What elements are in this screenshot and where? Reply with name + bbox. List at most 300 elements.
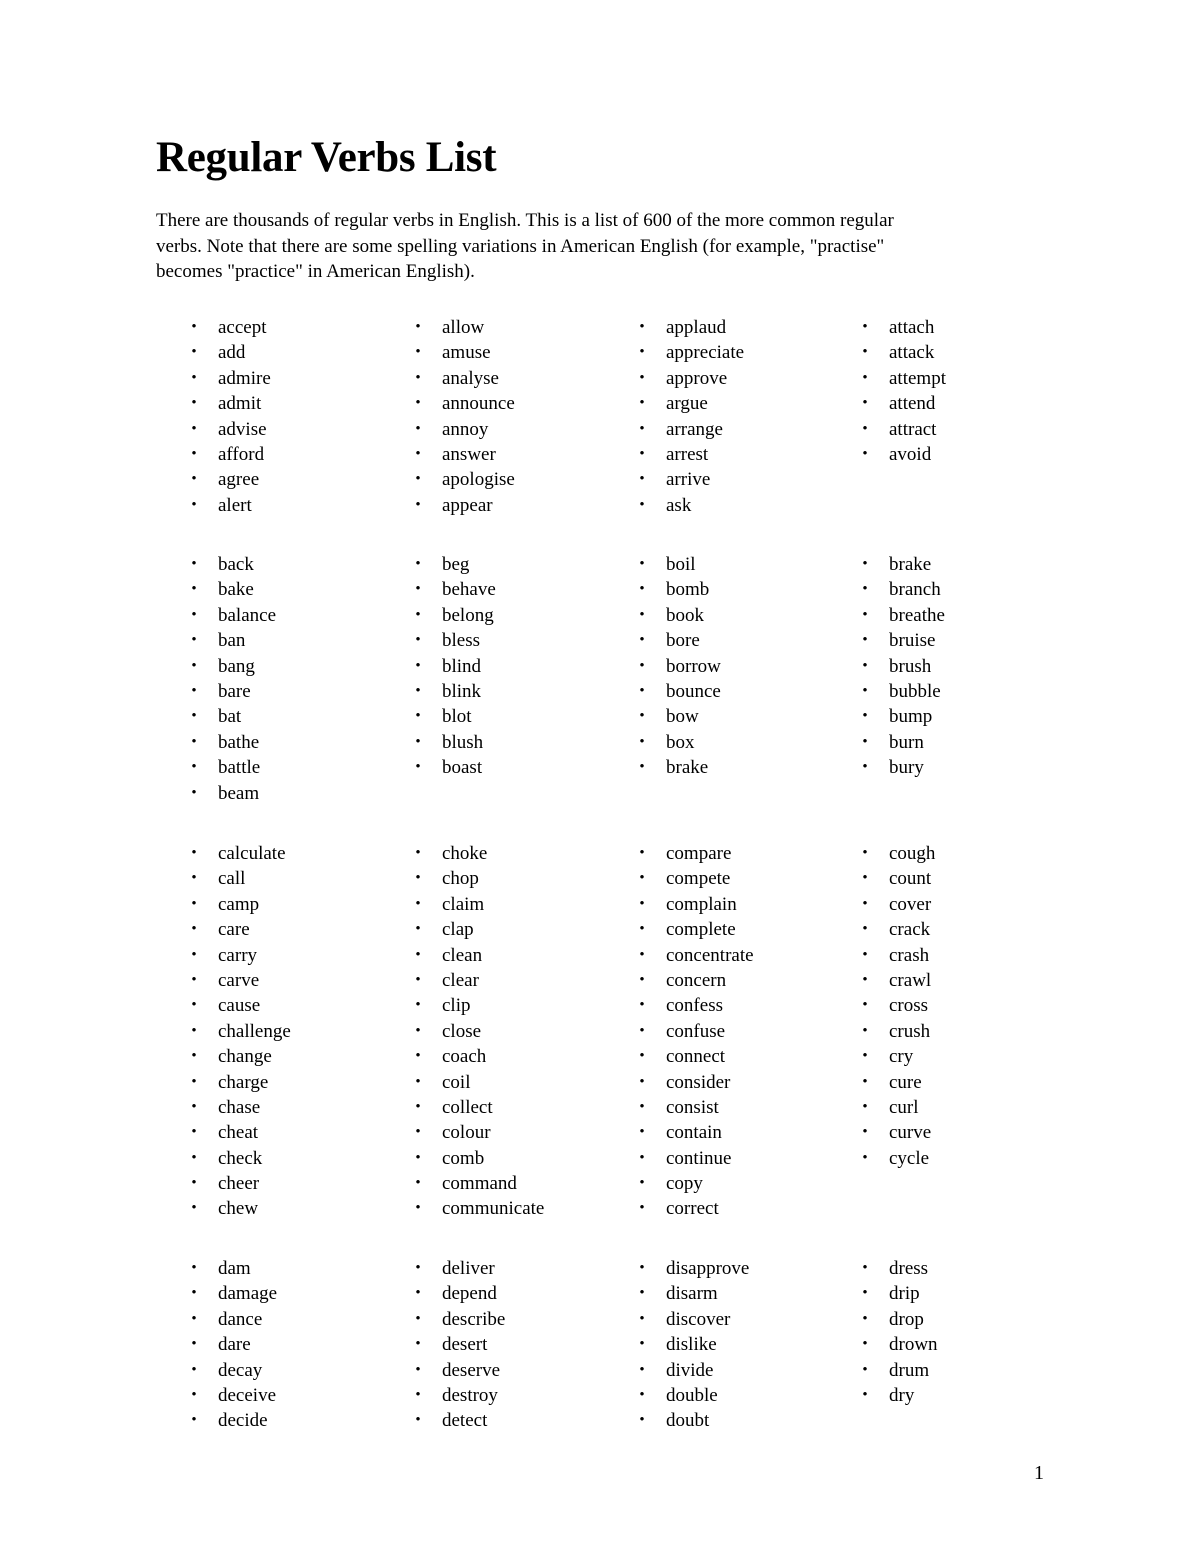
bullet-icon: • (415, 445, 421, 462)
bullet-icon: • (862, 708, 868, 725)
bullet-icon: • (191, 1260, 197, 1276)
verb-list-item (636, 1281, 856, 1306)
bullet-icon: • (639, 1149, 645, 1166)
verb-list-item (636, 628, 856, 653)
bullet-icon: • (639, 1361, 645, 1378)
bullet-icon: • (639, 319, 645, 335)
verb-word: breathe (889, 604, 945, 626)
bullet-icon: • (639, 682, 645, 699)
bullet-icon: • (415, 1260, 421, 1276)
verb-list-item (188, 467, 408, 492)
verb-list-item (188, 730, 408, 755)
verb-word: back (218, 554, 254, 575)
verb-word: chew (218, 1198, 259, 1220)
verb-list-item (188, 1307, 408, 1332)
verb-list-item (412, 340, 632, 365)
verb-word: argue (666, 393, 708, 415)
verb-column (188, 841, 408, 1222)
verb-word: apologise (442, 469, 515, 491)
bullet-icon: • (191, 556, 197, 572)
verb-list-item (636, 866, 856, 891)
verb-list-item (188, 493, 408, 518)
verb-list-item (636, 1196, 856, 1221)
verb-list-item (859, 340, 1079, 365)
verb-list-item (636, 417, 856, 442)
bullet-icon: • (415, 1048, 421, 1065)
verb-word: discover (666, 1308, 731, 1330)
bullet-icon: • (639, 921, 645, 938)
verb-list-item (859, 1019, 1079, 1044)
verb-list-item (636, 366, 856, 391)
verb-list-item (412, 1358, 632, 1383)
verb-word: battle (218, 757, 261, 779)
verb-list-item (412, 866, 632, 891)
verb-word: cry (889, 1046, 914, 1068)
verb-list-item (636, 315, 856, 340)
verb-word: complain (666, 893, 737, 915)
bullet-icon: • (639, 1200, 645, 1217)
verb-list-item (412, 892, 632, 917)
verb-list-item (188, 1070, 408, 1095)
bullet-icon: • (639, 1073, 645, 1090)
bullet-icon: • (862, 344, 868, 361)
bullet-icon: • (862, 1149, 868, 1166)
verb-word: attack (889, 342, 935, 364)
verb-word: consider (666, 1071, 731, 1093)
verb-list-item (859, 892, 1079, 917)
bullet-icon: • (639, 445, 645, 462)
verb-word: attend (889, 393, 936, 415)
verb-list-item (412, 1383, 632, 1408)
verb-list-item (188, 552, 408, 577)
bullet-icon: • (191, 581, 197, 598)
verb-word: bake (218, 579, 254, 601)
verb-word: appreciate (666, 342, 745, 364)
verb-list-item (188, 1044, 408, 1069)
verb-word: dry (889, 1384, 915, 1406)
verb-list-item (188, 628, 408, 653)
verb-word: answer (442, 443, 496, 465)
verb-word: curl (889, 1096, 919, 1118)
verb-list-item (188, 1358, 408, 1383)
verb-list-item (859, 841, 1079, 866)
verb-list-item (636, 730, 856, 755)
bullet-icon: • (191, 496, 197, 513)
verb-word: admit (218, 393, 262, 415)
bullet-icon: • (191, 344, 197, 361)
verb-list-item (188, 1383, 408, 1408)
verb-word: cover (889, 893, 932, 915)
verb-word: borrow (666, 655, 721, 677)
verb-word: command (442, 1173, 517, 1195)
bullet-icon: • (191, 708, 197, 725)
verb-word: deliver (442, 1258, 495, 1279)
verb-word: change (218, 1046, 272, 1068)
bullet-icon: • (191, 632, 197, 649)
bullet-icon: • (415, 845, 421, 861)
verb-list-item (859, 628, 1079, 653)
verb-column (859, 841, 1079, 1171)
verb-list-item (859, 577, 1079, 602)
verb-word: choke (442, 843, 488, 864)
verb-list-item (188, 968, 408, 993)
verb-word: blush (442, 731, 484, 753)
verb-list-item (636, 993, 856, 1018)
bullet-icon: • (415, 759, 421, 776)
bullet-icon: • (639, 971, 645, 988)
bullet-icon: • (415, 1098, 421, 1115)
verb-list-item (636, 1171, 856, 1196)
verb-word: drown (889, 1334, 938, 1356)
verb-list-item (859, 391, 1079, 416)
bullet-icon: • (862, 921, 868, 938)
verb-list-item (412, 366, 632, 391)
verb-list-item (412, 1146, 632, 1171)
verb-word: carve (218, 969, 260, 991)
verb-list-item (188, 866, 408, 891)
verb-list-item (636, 493, 856, 518)
verb-word: bang (218, 655, 255, 677)
verb-word: desert (442, 1334, 488, 1356)
verb-list-item (188, 841, 408, 866)
verb-list-item (188, 340, 408, 365)
verb-list-item (188, 1281, 408, 1306)
bullet-icon: • (639, 1098, 645, 1115)
verb-word: confess (666, 995, 723, 1017)
verb-list-item (859, 704, 1079, 729)
verb-word: approve (666, 367, 728, 389)
bullet-icon: • (862, 1310, 868, 1327)
bullet-icon: • (191, 1412, 197, 1429)
verb-word: attempt (889, 367, 946, 389)
verb-list-item (859, 1146, 1079, 1171)
bullet-icon: • (415, 946, 421, 963)
verb-word: brake (666, 757, 709, 779)
bullet-icon: • (415, 1310, 421, 1327)
verb-word: cycle (889, 1147, 930, 1169)
verb-list-item (412, 755, 632, 780)
verb-word: beg (442, 554, 470, 575)
verb-word: care (218, 919, 250, 941)
bullet-icon: • (415, 632, 421, 649)
verb-list-item (188, 993, 408, 1018)
bullet-icon: • (415, 1386, 421, 1403)
verb-word: applaud (666, 317, 727, 338)
bullet-icon: • (862, 1336, 868, 1353)
verb-list-item (859, 552, 1079, 577)
verb-word: camp (218, 893, 260, 915)
verb-list-item (412, 943, 632, 968)
verb-list-item (636, 467, 856, 492)
verb-word: afford (218, 443, 265, 465)
verb-word: agree (218, 469, 260, 491)
bullet-icon: • (639, 1386, 645, 1403)
verb-word: describe (442, 1308, 506, 1330)
intro-paragraph (156, 208, 1056, 285)
verb-list-item (412, 841, 632, 866)
verb-word: collect (442, 1096, 493, 1118)
verb-word: claim (442, 893, 485, 915)
verb-list-item (188, 892, 408, 917)
verb-word: amuse (442, 342, 491, 364)
bullet-icon: • (862, 657, 868, 674)
verb-list-item (859, 366, 1079, 391)
verb-word: coil (442, 1071, 471, 1093)
verb-list-item (636, 1408, 856, 1433)
bullet-icon: • (415, 395, 421, 412)
verb-word: boil (666, 554, 696, 575)
verb-column (412, 552, 632, 781)
verb-word: bore (666, 630, 700, 652)
verb-list-item (188, 679, 408, 704)
bullet-icon: • (191, 1361, 197, 1378)
verb-word: detect (442, 1410, 488, 1432)
bullet-icon: • (191, 1098, 197, 1115)
verb-list-item (188, 704, 408, 729)
verb-list-item (636, 442, 856, 467)
verb-word: colour (442, 1122, 491, 1144)
verb-list-item (188, 366, 408, 391)
verb-list-item (636, 1044, 856, 1069)
verb-word: disarm (666, 1283, 718, 1305)
verb-list-item (188, 1408, 408, 1433)
bullet-icon: • (191, 733, 197, 750)
verb-list-item (412, 1120, 632, 1145)
verb-word: box (666, 731, 695, 753)
verb-word: arrest (666, 443, 709, 465)
verb-word: cure (889, 1071, 922, 1093)
bullet-icon: • (862, 1361, 868, 1378)
verb-list-item (412, 730, 632, 755)
verb-word: add (218, 342, 246, 364)
bullet-icon: • (639, 1260, 645, 1276)
verb-word: coach (442, 1046, 487, 1068)
verb-list-item (188, 391, 408, 416)
bullet-icon: • (639, 759, 645, 776)
verb-list-item (412, 1256, 632, 1281)
bullet-icon: • (415, 1336, 421, 1353)
bullet-icon: • (862, 895, 868, 912)
verb-word: call (218, 868, 246, 890)
verb-list-item (636, 943, 856, 968)
verb-list-item (859, 1256, 1079, 1281)
bullet-icon: • (415, 733, 421, 750)
bullet-icon: • (862, 395, 868, 412)
bullet-icon: • (415, 1022, 421, 1039)
bullet-icon: • (191, 759, 197, 776)
bullet-icon: • (639, 581, 645, 598)
verb-column (412, 841, 632, 1222)
verb-list-item (412, 704, 632, 729)
verb-word: belong (442, 604, 494, 626)
verb-list-item (188, 1256, 408, 1281)
verb-column (188, 1256, 408, 1434)
bullet-icon: • (639, 395, 645, 412)
verb-list-item (636, 552, 856, 577)
verb-list-item (859, 1383, 1079, 1408)
bullet-icon: • (415, 1175, 421, 1192)
verb-list-item (859, 1281, 1079, 1306)
verb-column (412, 1256, 632, 1434)
bullet-icon: • (415, 606, 421, 623)
bullet-icon: • (191, 1048, 197, 1065)
verb-list-item (412, 467, 632, 492)
verb-word: communicate (442, 1198, 545, 1220)
verb-word: accept (218, 317, 267, 338)
bullet-icon: • (415, 319, 421, 335)
bullet-icon: • (639, 1124, 645, 1141)
bullet-icon: • (862, 606, 868, 623)
bullet-icon: • (862, 759, 868, 776)
verb-word: crash (889, 944, 930, 966)
bullet-icon: • (191, 971, 197, 988)
verb-list-item (636, 1146, 856, 1171)
verb-list-item (859, 1044, 1079, 1069)
bullet-icon: • (191, 946, 197, 963)
bullet-icon: • (862, 369, 868, 386)
verb-list-item (636, 1256, 856, 1281)
verb-word: announce (442, 393, 515, 415)
verb-column (636, 315, 856, 518)
verb-list-item (412, 1332, 632, 1357)
verb-word: confuse (666, 1020, 726, 1042)
verb-column (859, 315, 1079, 467)
bullet-icon: • (639, 556, 645, 572)
bullet-icon: • (415, 496, 421, 513)
verb-word: consist (666, 1096, 719, 1118)
bullet-icon: • (639, 369, 645, 386)
verb-word: bounce (666, 680, 721, 702)
bullet-icon: • (415, 471, 421, 488)
bullet-icon: • (639, 1285, 645, 1302)
verb-list-item (859, 1358, 1079, 1383)
verb-word: crush (889, 1020, 931, 1042)
verb-list-item (636, 679, 856, 704)
verb-list-item (636, 1095, 856, 1120)
bullet-icon: • (191, 606, 197, 623)
verb-word: attach (889, 317, 935, 338)
bullet-icon: • (639, 997, 645, 1014)
verb-word: bump (889, 706, 933, 728)
verb-list-item (188, 654, 408, 679)
bullet-icon: • (862, 445, 868, 462)
verb-word: ban (218, 630, 246, 652)
verb-list-item (859, 993, 1079, 1018)
bullet-icon: • (191, 921, 197, 938)
bullet-icon: • (415, 369, 421, 386)
bullet-icon: • (415, 1412, 421, 1429)
bullet-icon: • (191, 682, 197, 699)
verb-word: burn (889, 731, 924, 753)
verb-list-item (412, 603, 632, 628)
verb-word: dare (218, 1334, 251, 1356)
verb-list-item (859, 1307, 1079, 1332)
bullet-icon: • (191, 870, 197, 887)
verb-column (188, 552, 408, 806)
bullet-icon: • (639, 657, 645, 674)
bullet-icon: • (862, 1098, 868, 1115)
verb-list-item (636, 917, 856, 942)
bullet-icon: • (639, 1412, 645, 1429)
bullet-icon: • (191, 395, 197, 412)
verb-list-item (636, 1307, 856, 1332)
bullet-icon: • (191, 657, 197, 674)
verb-list-item (412, 993, 632, 1018)
verb-word: compare (666, 843, 732, 864)
verb-list-item (412, 679, 632, 704)
verb-list-item (636, 968, 856, 993)
verb-word: balance (218, 604, 277, 626)
bullet-icon: • (639, 733, 645, 750)
verb-word: bomb (666, 579, 710, 601)
verb-word: alert (218, 494, 252, 516)
bullet-icon: • (191, 1022, 197, 1039)
verb-word: contain (666, 1122, 722, 1144)
bullet-icon: • (415, 420, 421, 437)
verb-word: crawl (889, 969, 932, 991)
verb-column (412, 315, 632, 518)
verb-list-item (412, 577, 632, 602)
verb-list-item (412, 1019, 632, 1044)
bullet-icon: • (191, 420, 197, 437)
verb-list-item (412, 315, 632, 340)
bullet-icon: • (191, 1200, 197, 1217)
bullet-icon: • (415, 971, 421, 988)
verb-word: arrive (666, 469, 711, 491)
bullet-icon: • (639, 1048, 645, 1065)
bullet-icon: • (862, 870, 868, 887)
intro-line: There are thousands of regular verbs in English. This is a list of 600 of the more common regular (156, 210, 894, 231)
verb-word: beam (218, 782, 260, 804)
verb-list-item (636, 603, 856, 628)
bullet-icon: • (415, 657, 421, 674)
verb-word: concern (666, 969, 727, 991)
verb-column (636, 841, 856, 1222)
verb-list-item (412, 1095, 632, 1120)
verb-word: annoy (442, 418, 489, 440)
verb-list-item (412, 917, 632, 942)
bullet-icon: • (415, 708, 421, 725)
verb-list-item (412, 1408, 632, 1433)
verb-word: chop (442, 868, 479, 890)
verb-list-item (188, 1120, 408, 1145)
verb-word: appear (442, 494, 493, 516)
verb-list-item (188, 577, 408, 602)
bullet-icon: • (415, 895, 421, 912)
bullet-icon: • (639, 895, 645, 912)
verb-word: bubble (889, 680, 941, 702)
bullet-icon: • (191, 445, 197, 462)
bullet-icon: • (862, 733, 868, 750)
bullet-icon: • (639, 471, 645, 488)
bullet-icon: • (191, 1310, 197, 1327)
bullet-icon: • (191, 1073, 197, 1090)
bullet-icon: • (191, 1285, 197, 1302)
verb-list-item (412, 1281, 632, 1306)
verb-list-item (859, 968, 1079, 993)
verb-list-item (636, 340, 856, 365)
bullet-icon: • (639, 496, 645, 513)
verb-list-item (636, 391, 856, 416)
bullet-icon: • (862, 319, 868, 335)
verb-list-item (636, 1019, 856, 1044)
verb-word: curve (889, 1122, 932, 1144)
verb-list-item (859, 603, 1079, 628)
bullet-icon: • (639, 632, 645, 649)
bullet-icon: • (415, 921, 421, 938)
verb-list-item (859, 730, 1079, 755)
bullet-icon: • (191, 471, 197, 488)
